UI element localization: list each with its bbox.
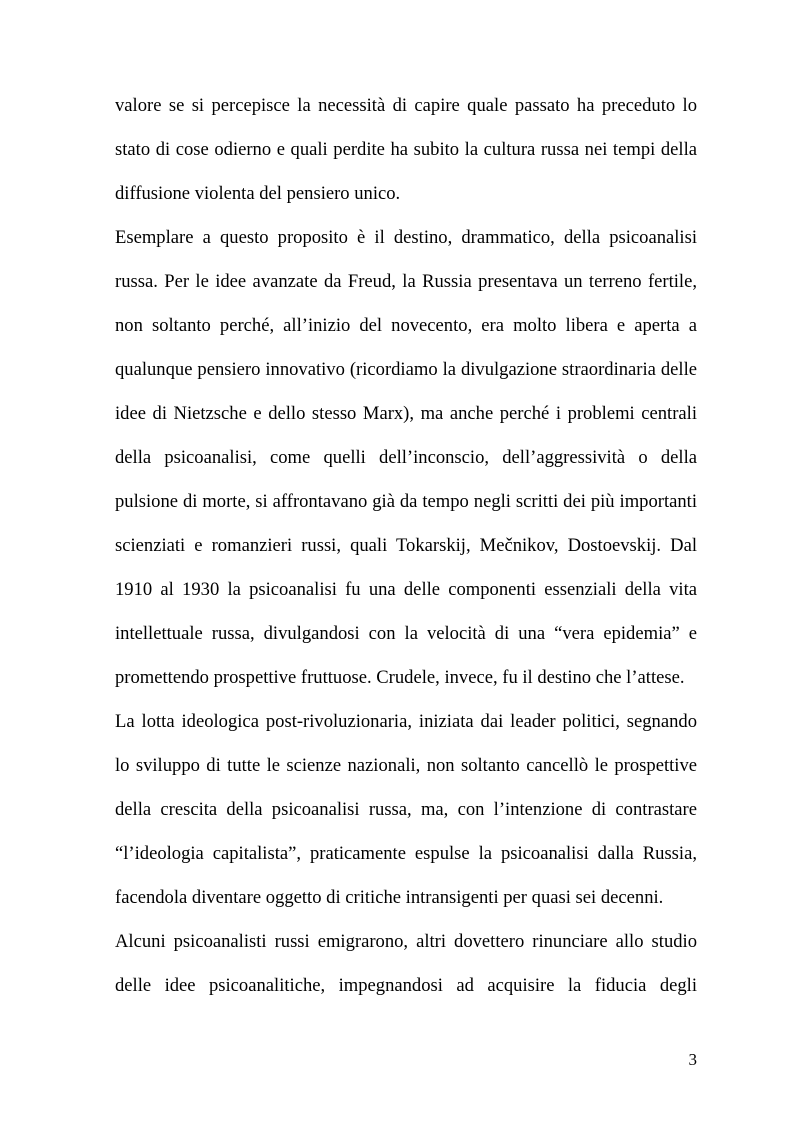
text-line: pulsione di morte, si affrontavano già da tempo negli scritti dei più importanti xyxy=(115,491,697,512)
page-number: 3 xyxy=(688,1050,697,1069)
text-line: della crescita della psicoanalisi russa, ma, con l’intenzione di contrastare xyxy=(115,799,697,820)
text-line: La lotta ideologica post-rivoluzionaria, iniziata dai leader politici, segnando xyxy=(115,711,697,732)
text-line: intellettuale russa, divulgandosi con la velocità di una “vera epidemia” e xyxy=(115,623,697,644)
text-line: idee di Nietzsche e dello stesso Marx), ma anche perché i problemi centrali xyxy=(115,403,697,424)
text-line: qualunque pensiero innovativo (ricordiamo la divulgazione straordinaria delle xyxy=(115,359,697,380)
text-line: Esemplare a questo proposito è il destino, drammatico, della psicoanalisi xyxy=(115,227,697,248)
text-line: lo sviluppo di tutte le scienze nazionali, non soltanto cancellò le prospettive xyxy=(115,755,697,776)
text-line: della psicoanalisi, come quelli dell’inconscio, dell’aggressività o della xyxy=(115,447,697,468)
text-line: valore se si percepisce la necessità di capire quale passato ha preceduto lo xyxy=(115,95,697,116)
text-line: promettendo prospettive fruttuose. Crudele, invece, fu il destino che l’attese. xyxy=(115,667,685,688)
text-line: facendola diventare oggetto di critiche intransigenti per quasi sei decenni. xyxy=(115,887,664,908)
text-line: delle idee psicoanalitiche, impegnandosi ad acquisire la fiducia degli xyxy=(115,975,697,996)
text-line: 1910 al 1930 la psicoanalisi fu una delle componenti essenziali della vita xyxy=(115,579,697,600)
text-line: non soltanto perché, all’inizio del novecento, era molto libera e aperta a xyxy=(115,315,697,336)
text-line: russa. Per le idee avanzate da Freud, la Russia presentava un terreno fertile, xyxy=(115,271,697,292)
text-line: Alcuni psicoanalisti russi emigrarono, altri dovettero rinunciare allo studio xyxy=(115,931,697,952)
text-line: scienziati e romanzieri russi, quali Tokarskij, Mečnikov, Dostoevskij. Dal xyxy=(115,535,697,556)
text-line: stato di cose odierno e quali perdite ha subito la cultura russa nei tempi della xyxy=(115,139,697,160)
text-line: “l’ideologia capitalista”, praticamente espulse la psicoanalisi dalla Russia, xyxy=(115,843,697,864)
text-line: diffusione violenta del pensiero unico. xyxy=(115,183,401,204)
